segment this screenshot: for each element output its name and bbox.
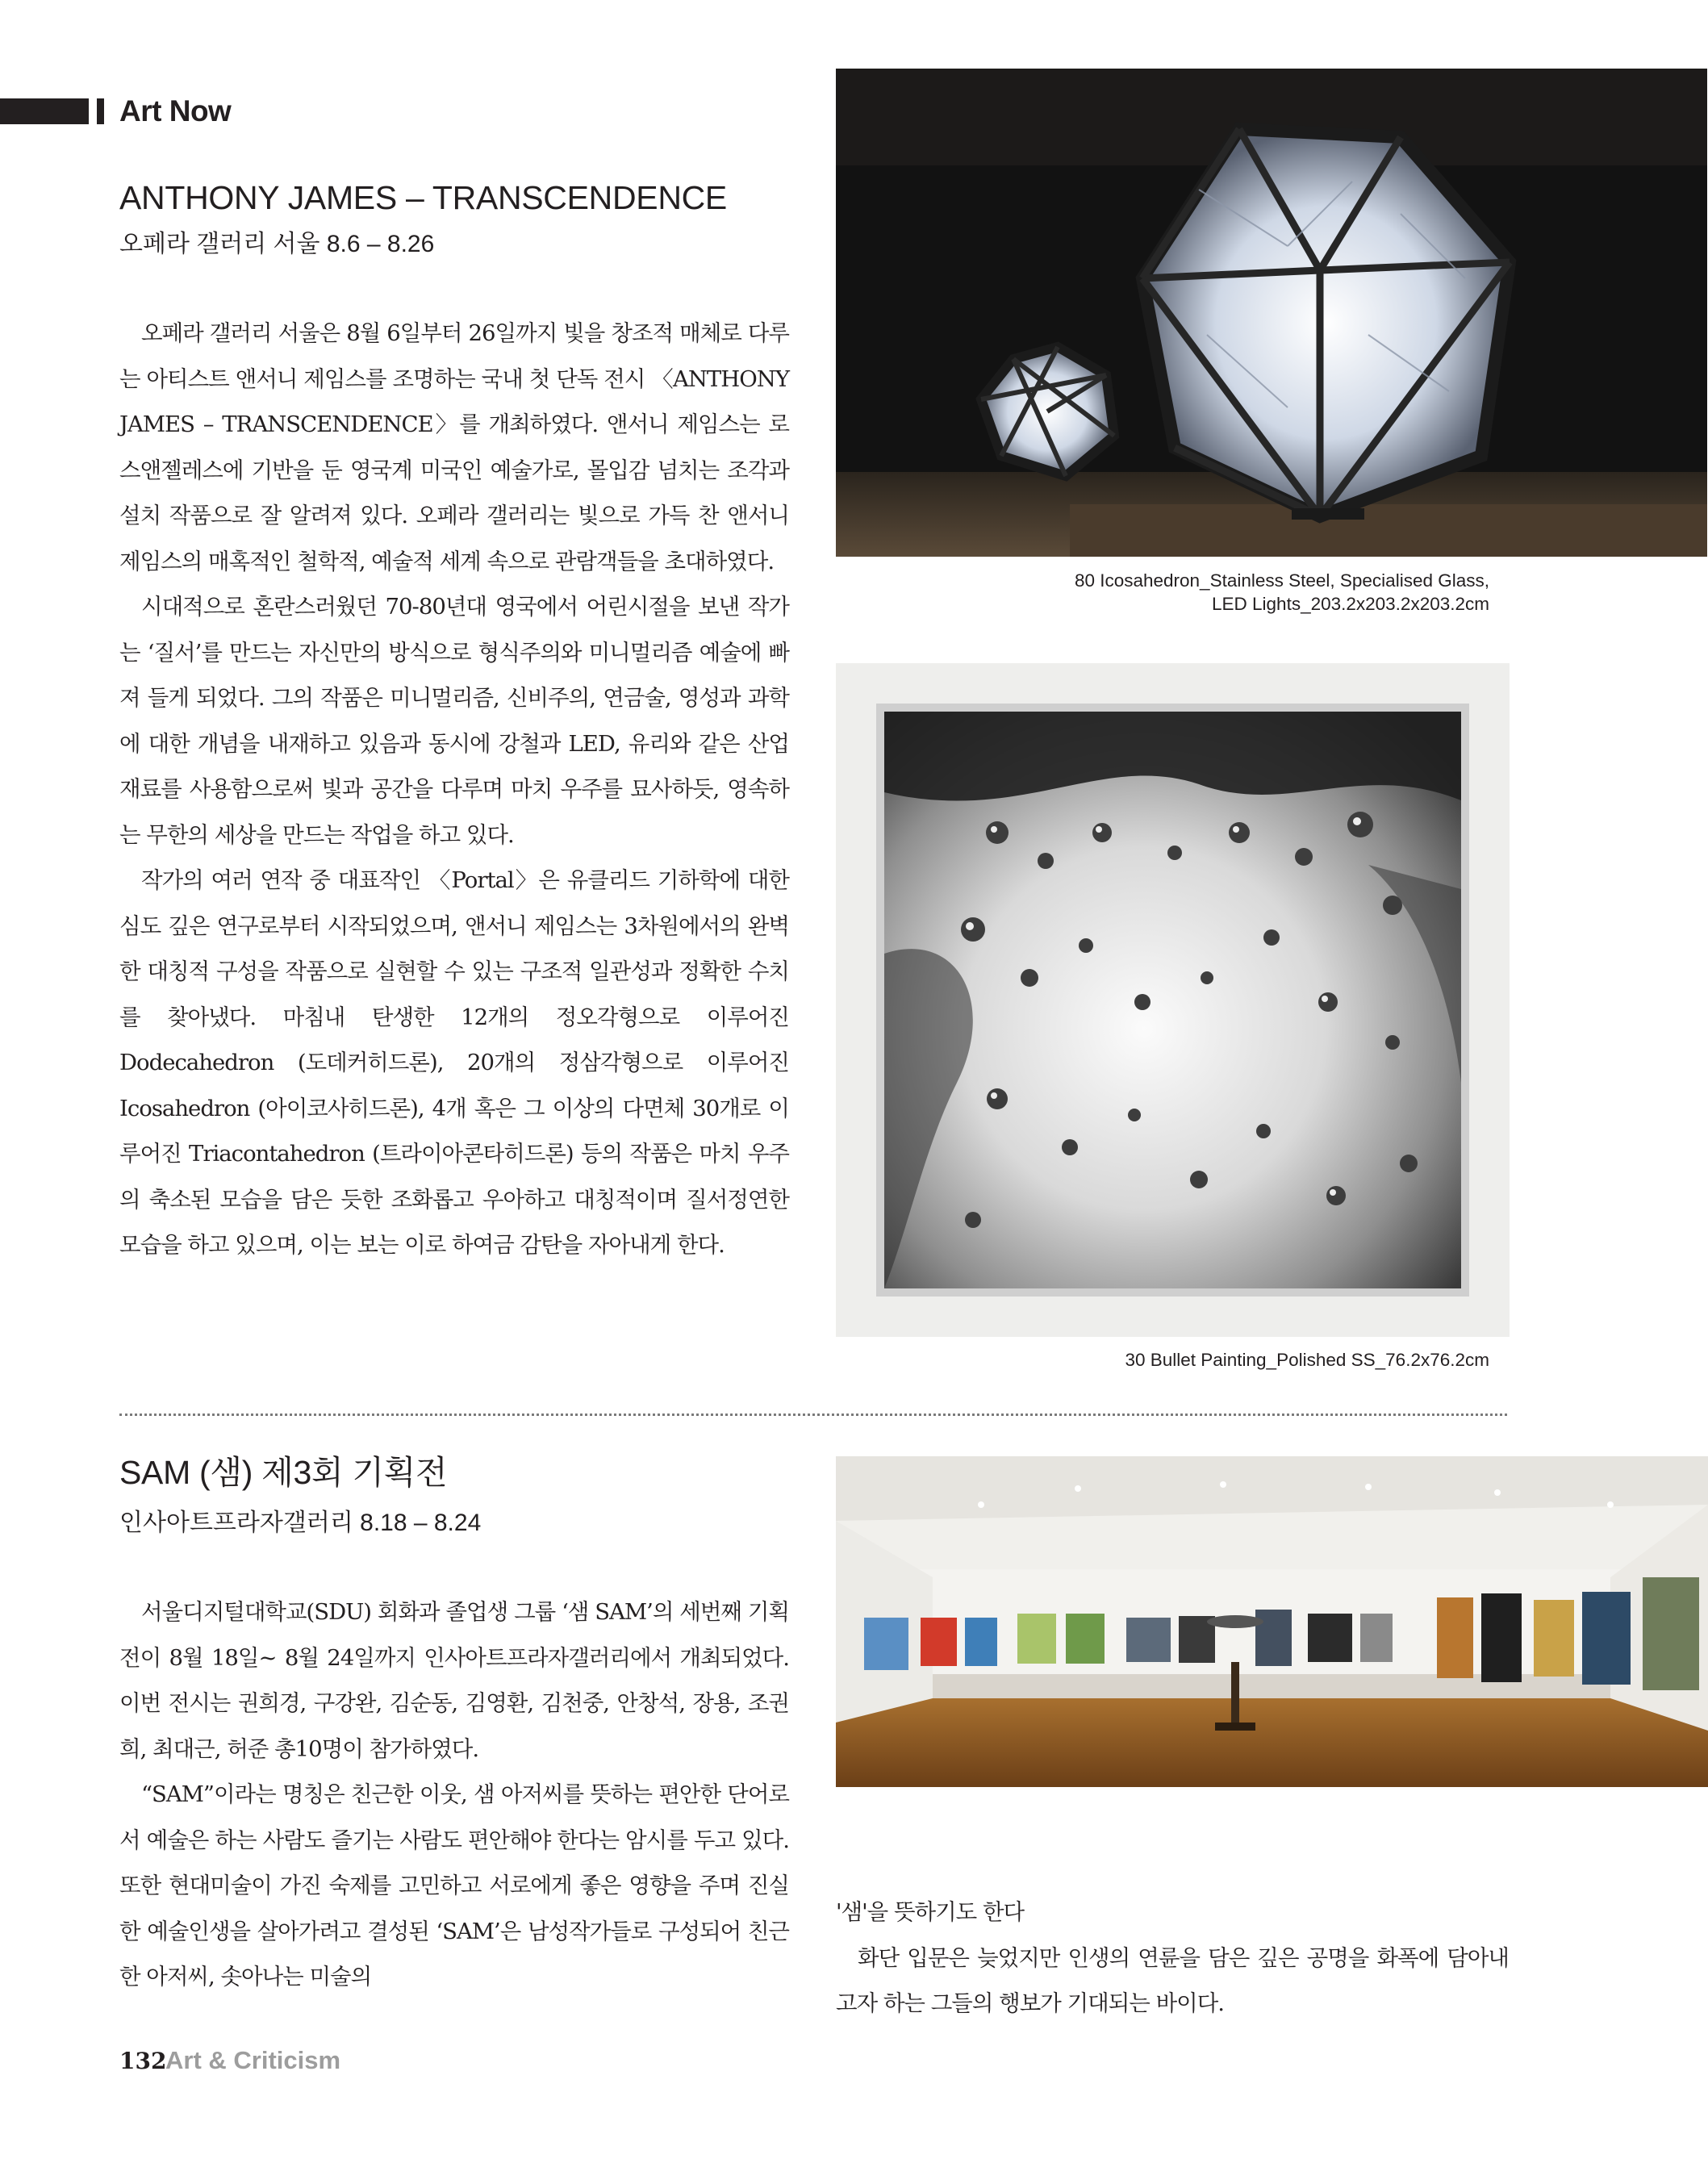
page-number: 132 (119, 2048, 167, 2074)
article1-paragraph: 작가의 여러 연작 중 대표작인 〈Portal〉은 유클리드 기하학에 대한 심도 깊은 연구로부터 시작되었으며, 앤서니 제임스는 3차원에서의 완벽한 대칭적 구성을 작품으로 실현할 수 있는 구조적 일관성과 정확한 수치를 찾아냈다. 마침내 탄생한 12개의 정오각형으로 이루어진 Dodecahedron (도데커히드론), 20개의 정삼각형으로 이루어진 Icosahedron (아이코사히드론), 4개 혹은 그 이상의 다면체 30개로 이루어진 Triacontahedron (트라이아콘타히드론) 등의 작품은 마치 우주의 축소된 모습을 담은 듯한 조화롭고 우아하고 대칭적이며 질서정연한 모습을 하고 있으며, 이는 보는 이로 하여금 감탄을 자아내게 한다. (119, 867, 789, 1258)
icosahedron-illustration (836, 69, 1707, 557)
header-tick (97, 98, 104, 124)
article2-right-column (836, 1890, 1509, 2027)
gallery-interior-illustration (836, 1456, 1708, 1787)
article2-title: SAM (샘) 제3회 기획전 (119, 1454, 448, 1491)
caption-icosahedron (836, 569, 1489, 616)
caption-bullet-painting: 30 Bullet Painting_Polished SS_76.2x76.2cm (1125, 1350, 1489, 1370)
article2-right-paragraph: 화단 입문은 늦었지만 인생의 연륜을 담은 깊은 공명을 화폭에 담아내고자 하는 그들의 행보가 기대되는 바이다. (836, 1944, 1509, 2016)
bullet-painting-photo (836, 663, 1510, 1337)
header-bar (0, 98, 89, 124)
article2-right-line: '샘'을 뜻하기도 한다 (836, 1899, 1025, 1925)
caption-line: 80 Icosahedron_Stainless Steel, Specialised Glass, (1074, 570, 1489, 591)
article2-body (119, 1589, 789, 2000)
article1-paragraph: 오페라 갤러리 서울은 8월 6일부터 26일까지 빛을 창조적 매체로 다루는 아티스트 앤서니 제임스를 조명하는 국내 첫 단독 전시 〈ANTHONY JAMES – TRANSCENDENCE〉를 개최하였다. 앤서니 제임스는 로스앤젤레스에 기반을 둔 영국계 미국인 예술가로, 몰입감 넘치는 조각과 설치 작품으로 잘 알려져 있다. 오페라 갤러리는 빛으로 가득 찬 앤서니 제임스의 매혹적인 철학적, 예술적 세계 속으로 관람객들을 초대하였다. (119, 320, 789, 574)
article1-title: ANTHONY JAMES – TRANSCENDENCE (119, 179, 727, 216)
bullet-painting-illustration (836, 663, 1510, 1337)
section-divider (119, 1414, 1507, 1416)
article1-body (119, 311, 789, 1268)
article1-venue-dates: 오페라 갤러리 서울 8.6 – 8.26 (119, 231, 435, 257)
section-label: Art Now (119, 94, 232, 127)
icosahedron-photo (836, 69, 1707, 557)
gallery-interior-photo (836, 1456, 1708, 1787)
article2-paragraph: 서울디지털대학교(SDU) 회화과 졸업생 그룹 ‘샘 SAM’의 세번째 기획전이 8월 18일~ 8월 24일까지 인사아트프라자갤러리에서 개최되었다. 이번 전시는 권희경, 구강완, 김순동, 김영환, 김천중, 안창석, 장용, 조권희, 최대근, 허준 총10명이 참가하였다. (119, 1599, 789, 1762)
article1-paragraph: 시대적으로 혼란스러웠던 70-80년대 영국에서 어린시절을 보낸 작가는 ‘질서’를 만드는 자신만의 방식으로 형식주의와 미니멀리즘 예술에 빠져 들게 되었다. 그의 작품은 미니멀리즘, 신비주의, 연금술, 영성과 과학에 대한 개념을 내재하고 있음과 동시에 강철과 LED, 유리와 같은 산업 재료를 사용함으로써 빛과 공간을 다루며 마치 우주를 묘사하듯, 영속하는 무한의 세상을 만드는 작업을 하고 있다. (119, 594, 789, 848)
article2-venue-dates: 인사아트프라자갤러리 8.18 – 8.24 (119, 1510, 482, 1536)
article2-paragraph: “SAM”이라는 명칭은 친근한 이웃, 샘 아저씨를 뜻하는 편안한 단어로서 예술은 하는 사람도 즐기는 사람도 편안해야 한다는 암시를 두고 있다. 또한 현대미술이 가진 숙제를 고민하고 서로에게 좋은 영향을 주며 진실한 예술인생을 살아가려고 결성된 ‘SAM’은 남성작가들로 구성되어 친근한 아저씨, 솟아나는 미술의 (119, 1781, 789, 1990)
caption-line: LED Lights_203.2x203.2x203.2cm (1212, 594, 1489, 614)
publication-name: Art & Criticism (165, 2046, 341, 2074)
